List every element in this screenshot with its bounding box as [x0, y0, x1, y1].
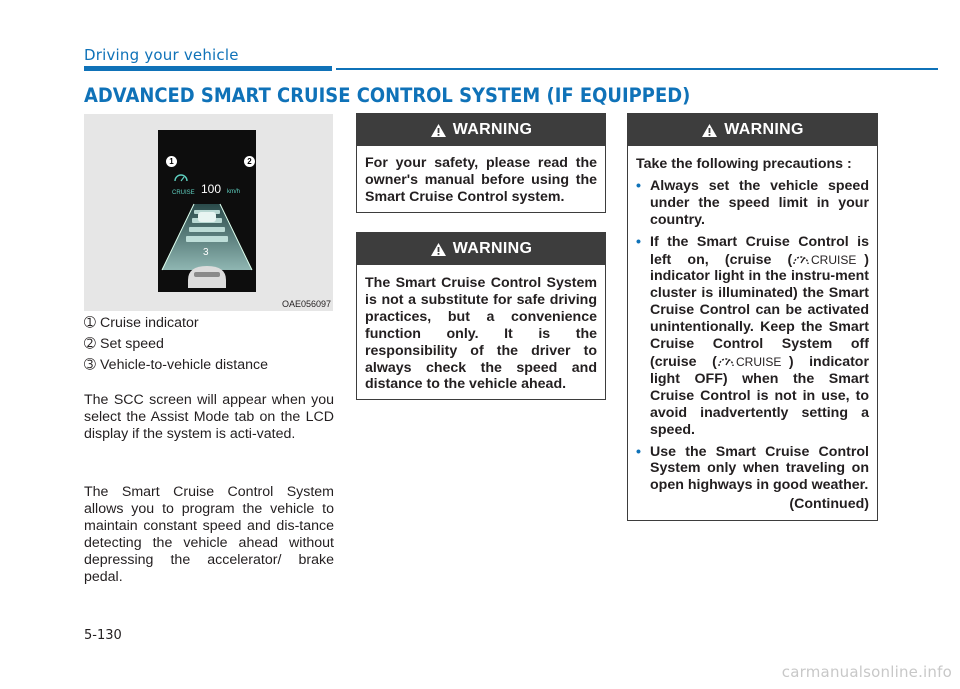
callout-2: 2 [244, 156, 255, 167]
figure-code: OAE056097 [281, 299, 331, 309]
distance-marker: 3 [203, 247, 209, 258]
warning-header [628, 114, 877, 146]
legend-number: ➁ [84, 336, 96, 352]
legend-text: Vehicle-to-vehicle distance [100, 357, 268, 373]
own-vehicle-icon [188, 266, 226, 288]
warning-box-precautions [627, 113, 878, 521]
precaution-list [636, 178, 869, 494]
section-title: Driving your vehicle [84, 46, 239, 64]
cruise-indicator-icon [717, 353, 789, 369]
list-item [636, 178, 869, 229]
cruise-icon-label: CRUISE [735, 354, 782, 369]
body-paragraph: The SCC screen will appear when you select the Assist Mode tab on the LCD display if the system is acti-vated. [84, 392, 334, 442]
watermark: carmanualsonline.info [781, 663, 952, 681]
warning-body [628, 146, 877, 521]
header-rule-thin [336, 68, 938, 70]
legend-text: Set speed [100, 336, 164, 352]
header-rule-thick [84, 66, 332, 71]
list-item [636, 234, 869, 439]
page-number: 5-130 [84, 628, 122, 643]
bullet-icon: • [636, 177, 641, 194]
list-item-text: Always set the vehicle speed under the speed limit in your country. [650, 177, 869, 228]
warning-heading: WARNING [452, 121, 533, 138]
warning-triangle-icon [430, 242, 447, 257]
legend-text: Cruise indicator [100, 315, 199, 331]
cluster-figure [84, 114, 333, 311]
warning-box-manual [356, 113, 606, 213]
cruise-indicator-icon [792, 251, 864, 267]
vehicle-ahead-icon [198, 212, 216, 222]
warning-header [357, 114, 605, 146]
legend-number: ➂ [84, 357, 96, 373]
continued-label: (Continued) [789, 496, 869, 513]
bullet-icon: • [636, 443, 641, 460]
warning-triangle-icon [430, 123, 447, 138]
set-speed-value: 100 [201, 182, 222, 196]
body-paragraph: The Smart Cruise Control System allows you to program the vehicle to maintain constant speed and dis-tance detecting the vehicle ahead without depressing the accelerator/ brake pedal. [84, 484, 334, 585]
bullet-icon: • [636, 233, 641, 250]
chapter-title: ADVANCED SMART CRUISE CONTROL SYSTEM (IF EQUIPPED) [84, 84, 691, 107]
warning-triangle-icon [701, 123, 718, 138]
warning-heading: WARNING [452, 240, 533, 257]
cruise-label: CRUISE [172, 190, 195, 196]
legend-item [84, 315, 334, 332]
list-item-text: ) indicator light in the instru-ment cluster is illuminated) the Smart Cruise Control can be activated unintentionally. Keep the Smart Cruise Control System off (cruise ( [650, 251, 869, 370]
list-item-text: If the Smart Cruise Control is left on, (cruise ( [650, 233, 869, 268]
warning-text: The Smart Cruise Control System is not a substitute for safe driving practices, but a convenience function only. It is the responsibility of the driver to always check the speed and distance to the vehicle ahead. [365, 275, 597, 393]
legend-item [84, 336, 334, 353]
cruise-gauge-icon [175, 175, 187, 181]
scc-display-illustration [158, 130, 256, 292]
cluster-screen [158, 130, 256, 292]
warning-text: For your safety, please read the owner's manual before using the Smart Cruise Control system. [365, 155, 597, 205]
warning-heading: WARNING [724, 121, 804, 138]
legend-number: ➀ [84, 315, 96, 331]
warning-intro: Take the following precautions : [636, 156, 852, 172]
warning-box-substitute [356, 232, 606, 400]
legend-item [84, 357, 334, 374]
list-item [636, 444, 869, 495]
list-item-text: Use the Smart Cruise Control System only when traveling on open highways in good weather. [650, 443, 869, 494]
list-item-text: ) indicator light OFF) when the Smart Cruise Control is not in use, to avoid inadvertently setting a speed. [650, 353, 869, 438]
warning-header [357, 233, 605, 265]
callout-1: 1 [166, 156, 177, 167]
speed-unit: km/h [227, 189, 241, 195]
cruise-icon-label: CRUISE [811, 252, 857, 267]
